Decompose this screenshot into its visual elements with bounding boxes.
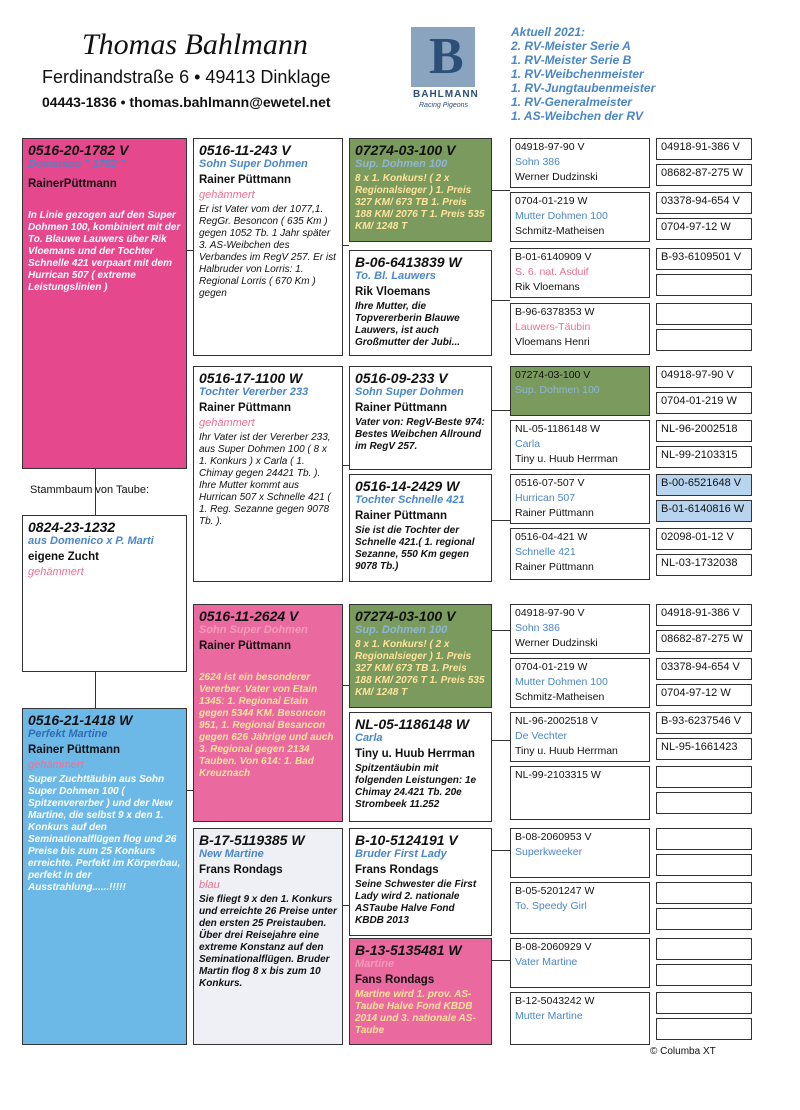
gen5-card[interactable] (656, 964, 752, 986)
gen4-name: Hurrican 507 (515, 492, 576, 504)
gen2-color: gehämmert (199, 189, 255, 201)
gen4-card[interactable] (510, 366, 650, 416)
gen3-name: Carla (355, 732, 383, 744)
gen5-card[interactable] (656, 658, 752, 680)
gen4-card[interactable] (510, 882, 650, 934)
sire-owner: RainerPüttmann (28, 178, 117, 190)
gen4-card[interactable] (510, 303, 650, 355)
gen3-card[interactable] (349, 138, 492, 242)
gen5-card[interactable] (656, 684, 752, 706)
gen2-description: Sie fliegt 9 x den 1. Konkurs und erreichte 26 Preise unter den ersten 25 Preistauben. Über drei Reisejahre eine extreme Konstanz auf den Seminationalflügen. Bruder Martin flog 8 x bis zum 10 Konkurs. (199, 894, 337, 989)
gen3-ring: B-10-5124191 V (355, 832, 458, 848)
subject-card[interactable] (22, 515, 187, 672)
gen3-description: 8 x 1. Konkurs! ( 2 x Regionalsieger ) 1. Preis 327 KM/ 673 TB 1. Preis 188 KM/ 2076 T 1. Preis 535 KM/ 1248 T (355, 639, 485, 698)
gen4-card[interactable] (510, 474, 650, 524)
gen5-ring: 04918-97-90 V (661, 369, 734, 381)
gen5-ring: 02098-01-12 V (661, 531, 734, 543)
gen4-name: Mutter Dohmen 100 (515, 210, 608, 222)
gen3-ring: B-13-5135481 W (355, 942, 462, 958)
gen4-owner (511, 397, 649, 398)
gen2-owner: Rainer Püttmann (199, 402, 292, 414)
gen2-card[interactable] (193, 828, 343, 1045)
gen4-card[interactable] (510, 992, 650, 1045)
news-item: 2. RV-Meister Serie A (511, 39, 631, 53)
gen3-name: Sup. Dohmen 100 (355, 158, 448, 170)
gen2-card[interactable] (193, 138, 343, 356)
gen5-ring (657, 883, 751, 887)
gen4-owner: Schmitz-Matheisen (515, 691, 605, 703)
gen4-ring: 07274-03-100 V (515, 369, 591, 381)
gen4-name: Schnelle 421 (515, 546, 576, 558)
gen4-name: To. Speedy Girl (515, 900, 587, 912)
gen4-ring: B-05-5201247 W (515, 885, 595, 897)
gen3-ring: 07274-03-100 V (355, 608, 456, 624)
news-title: Aktuell 2021: (511, 25, 586, 39)
gen5-card[interactable] (656, 554, 752, 576)
gen3-description: Ihre Mutter, die Topvererberin Blauwe Lauwers, ist auch Großmutter der Jubi... (355, 301, 461, 348)
gen2-color: gehämmert (199, 417, 255, 429)
gen5-ring: NL-99-2103315 (661, 449, 738, 461)
gen4-ring: 0516-07-507 V (515, 477, 585, 489)
dam-name: Perfekt Martine (28, 728, 108, 740)
gen4-name: Mutter Dohmen 100 (515, 676, 608, 688)
gen2-name: Sohn Super Dohmen (199, 158, 308, 170)
news-item: 1. RV-Jungtaubenmeister (511, 81, 656, 95)
gen4-owner: Schmitz-Matheisen (515, 225, 605, 237)
gen4-ring: 0516-04-421 W (515, 531, 588, 543)
gen5-card[interactable] (656, 218, 752, 240)
gen5-card[interactable] (656, 446, 752, 468)
gen4-name: S. 6. nat. Asduif (515, 266, 589, 278)
news-item: 1. RV-Generalmeister (511, 95, 632, 109)
sire-ring: 0516-20-1782 V (28, 142, 129, 158)
gen5-card[interactable] (656, 528, 752, 550)
gen3-card[interactable] (349, 828, 492, 936)
dam-description: Super Zuchttäubin aus Sohn Super Dohmen 100 ( Spitzenvererber ) und der New Martine, die selbst 9 x den 1. Konkurs auf den Seminationalflügen flog und 26 Preise bis zum 25 Konkurs erreichte. Perfekt im Körperbau, perfekt in der Ausstrahlung......!!!!! (28, 774, 181, 893)
gen5-card[interactable] (656, 500, 752, 522)
news-panel (511, 25, 655, 123)
gen5-ring (657, 330, 751, 334)
gen3-name: Martine (355, 958, 395, 970)
gen2-description: 2624 ist ein besonderer Vererber. Vater von Etain 1345: 1. Regional Etain gegen 5344 KM. Besoncon 951, 1. Regional Besancon gegen 626 Jährige und auch 3. Regional gegen 2134 Tauben. Von 614: 1. Bad Kreuznach (199, 672, 334, 779)
gen3-name: Tochter Schnelle 421 (355, 494, 465, 506)
gen5-ring: 04918-91-386 V (661, 141, 740, 153)
gen5-ring: NL-03-1732038 (661, 557, 738, 569)
gen5-ring (657, 993, 751, 997)
logo-text: BAHLMANN (413, 89, 479, 100)
gen5-ring: 0704-01-219 W (661, 395, 737, 407)
gen3-description: Vater von: RegV-Beste 974: Bestes Weibchen Allround im RegV 257. (355, 417, 485, 452)
gen4-owner: Rik Vloemans (515, 281, 580, 293)
gen3-description: Seine Schwester die First Lady wird 2. nationale ASTaube Halve Fond KBDB 2013 (355, 879, 477, 926)
gen5-card[interactable] (656, 604, 752, 626)
gen5-ring (657, 939, 751, 943)
gen5-card[interactable] (656, 908, 752, 930)
gen5-ring: NL-95-1661423 (661, 741, 738, 753)
gen5-card[interactable] (656, 712, 752, 734)
gen4-ring: 04918-97-90 V (515, 607, 585, 619)
gen3-card[interactable] (349, 474, 492, 582)
gen2-name: Sohn Super Dohmen (199, 624, 308, 636)
gen4-name: Lauwers-Täubin (515, 321, 591, 333)
subject-ring: 0824-23-1232 (28, 519, 116, 535)
sire-card[interactable] (22, 138, 187, 469)
gen2-ring: 0516-17-1100 W (199, 370, 303, 386)
gen3-ring: NL-05-1186148 W (355, 716, 470, 732)
breeder-name: Thomas Bahlmann (82, 28, 308, 61)
gen3-card[interactable] (349, 938, 492, 1045)
gen5-ring: 0704-97-12 W (661, 221, 731, 233)
gen4-card[interactable] (510, 138, 650, 188)
footer-credit: © Columba XT (650, 1046, 716, 1057)
gen4-ring: NL-05-1186148 W (515, 423, 601, 435)
gen3-description: Spitzentäubin mit folgenden Leistungen: 1e Chimay 24.421 Tb. 20e Strombeek 11.252 (355, 763, 477, 810)
gen4-ring: B-08-2060929 V (515, 941, 592, 953)
gen4-card[interactable] (510, 658, 650, 708)
gen3-ring: 0516-09-233 V (355, 370, 448, 386)
gen2-owner: Rainer Püttmann (199, 640, 292, 652)
gen4-name: Carla (515, 438, 541, 450)
gen5-card[interactable] (656, 792, 752, 814)
gen4-name: Vater Martine (515, 956, 578, 968)
gen5-ring (657, 304, 751, 308)
gen4-name: De Vechter (515, 730, 567, 742)
gen4-card[interactable] (510, 248, 650, 298)
gen5-ring: B-93-6237546 V (661, 715, 742, 727)
gen4-owner: Tiny u. Huub Herrman (515, 453, 618, 465)
gen3-name: To. Bl. Lauwers (355, 270, 436, 282)
gen3-card[interactable] (349, 250, 492, 356)
gen2-ring: 0516-11-2624 V (199, 608, 299, 624)
gen5-ring (657, 793, 751, 797)
gen5-card[interactable] (656, 828, 752, 850)
gen5-card[interactable] (656, 329, 752, 351)
gen5-ring: 08682-87-275 W (661, 167, 743, 179)
gen5-card[interactable] (656, 392, 752, 414)
gen4-owner: Werner Dudzinski (515, 171, 598, 183)
logo-subtext: Racing Pigeons (419, 102, 469, 109)
gen5-ring (657, 855, 751, 859)
gen4-owner: Vloemans Henri (515, 336, 590, 348)
gen5-ring: 03378-94-654 V (661, 661, 740, 673)
gen2-description: Er ist Vater vom der 1077,1. RegGr. Besoncon ( 635 Km ) gegen 1052 Tb. 1 Jahr später 3. AS-Weibchen des Verbandes im RegV 257. Er ist Halbruder von Lorris: 1. Regional Lorris ( 670 Km ) gegen (199, 204, 336, 299)
gen4-ring: B-12-5043242 W (515, 995, 595, 1007)
gen3-owner: Rainer Püttmann (355, 402, 448, 414)
gen4-card[interactable] (510, 420, 650, 470)
gen5-ring (657, 965, 751, 969)
gen2-owner: Frans Rondags (199, 864, 283, 876)
gen5-ring: 08682-87-275 W (661, 633, 743, 645)
subject-name: aus Domenico x P. Marti (28, 535, 154, 547)
gen5-card[interactable] (656, 630, 752, 652)
gen5-card[interactable] (656, 766, 752, 788)
subject-owner: eigene Zucht (28, 551, 99, 563)
gen4-owner: Tiny u. Huub Herrman (515, 745, 618, 757)
gen4-name: Sohn 386 (515, 156, 560, 168)
gen4-card[interactable] (510, 192, 650, 242)
gen5-card[interactable] (656, 192, 752, 214)
gen4-card[interactable] (510, 604, 650, 654)
gen5-ring (657, 829, 751, 833)
gen4-owner: Rainer Püttmann (515, 507, 594, 519)
news-item: 1. AS-Weibchen der RV (511, 109, 644, 123)
gen4-ring: NL-96-2002518 V (515, 715, 598, 727)
gen2-card[interactable] (193, 604, 343, 822)
gen4-ring: 0704-01-219 W (515, 661, 588, 673)
news-item: 1. RV-Meister Serie B (511, 53, 632, 67)
gen4-card[interactable] (510, 712, 650, 762)
breeder-address: Ferdinandstraße 6 • 49413 Dinklage (42, 67, 331, 87)
gen3-owner: Rainer Püttmann (355, 510, 448, 522)
gen5-ring: 0704-97-12 W (661, 687, 731, 699)
gen2-owner: Rainer Püttmann (199, 174, 292, 186)
gen3-ring: 0516-14-2429 W (355, 478, 460, 494)
gen5-ring: B-93-6109501 V (661, 251, 742, 263)
gen3-name: Sohn Super Dohmen (355, 386, 464, 398)
gen5-ring: NL-96-2002518 (661, 423, 738, 435)
gen5-ring (657, 909, 751, 913)
gen4-ring: 0704-01-219 W (515, 195, 588, 207)
logo (403, 27, 485, 117)
gen5-ring: 04918-91-386 V (661, 607, 740, 619)
gen4-owner: Rainer Püttmann (515, 561, 594, 573)
gen3-description: Sie ist die Tochter der Schnelle 421.( 1. regional Sezanne, 550 Km gegen 9078 Tb.) (355, 525, 475, 572)
subject-color: gehämmert (28, 566, 84, 578)
gen5-card[interactable] (656, 474, 752, 496)
gen4-ring: NL-99-2103315 W (515, 769, 601, 781)
gen2-color: blau (199, 879, 220, 891)
gen3-card[interactable] (349, 604, 492, 708)
gen3-description: 8 x 1. Konkurs! ( 2 x Regionalsieger ) 1. Preis 327 KM/ 673 TB 1. Preis 188 KM/ 2076 T 1. Preis 535 KM/ 1248 T (355, 173, 485, 232)
gen4-name: Sohn 386 (515, 622, 560, 634)
gen5-card[interactable] (656, 992, 752, 1014)
gen3-ring: 07274-03-100 V (355, 142, 456, 158)
news-item: 1. RV-Weibchenmeister (511, 67, 644, 81)
dam-color: gehämmert (28, 759, 84, 771)
gen3-ring: B-06-6413839 W (355, 254, 462, 270)
gen4-owner: Werner Dudzinski (515, 637, 598, 649)
gen2-ring: 0516-11-243 V (199, 142, 291, 158)
gen3-card[interactable] (349, 712, 492, 822)
gen5-card[interactable] (656, 738, 752, 760)
gen3-description: Martine wird 1. prov. AS-Taube Halve Fond KBDB 2014 und 3. nationale AS-Taube (355, 989, 476, 1036)
sire-name: Domenico " 1782 " (28, 158, 126, 170)
gen5-card[interactable] (656, 274, 752, 296)
gen5-card[interactable] (656, 248, 752, 270)
gen2-name: New Martine (199, 848, 264, 860)
breeder-contact: 04443-1836 • thomas.bahlmann@ewetel.net (42, 94, 331, 110)
gen4-card[interactable] (510, 766, 650, 820)
gen5-ring (657, 1019, 751, 1023)
gen5-card[interactable] (656, 303, 752, 325)
gen5-card[interactable] (656, 854, 752, 876)
gen5-ring: 03378-94-654 V (661, 195, 740, 207)
gen4-card[interactable] (510, 938, 650, 988)
gen3-owner: Tiny u. Huub Herrman (355, 748, 475, 760)
gen5-card[interactable] (656, 164, 752, 186)
gen2-card[interactable] (193, 366, 343, 582)
gen5-ring: B-01-6140816 W (661, 503, 745, 515)
gen5-card[interactable] (656, 138, 752, 160)
dam-ring: 0516-21-1418 W (28, 712, 133, 728)
gen4-card[interactable] (510, 828, 650, 878)
gen3-card[interactable] (349, 366, 492, 470)
gen3-owner: Frans Rondags (355, 864, 439, 876)
gen4-card[interactable] (510, 528, 650, 580)
gen5-ring: B-00-6521648 V (661, 477, 742, 489)
gen3-name: Bruder First Lady (355, 848, 447, 860)
gen5-card[interactable] (656, 938, 752, 960)
gen4-ring: B-96-6378353 W (515, 306, 595, 318)
gen4-ring: 04918-97-90 V (515, 141, 585, 153)
gen4-name: Superkweeker (515, 846, 583, 858)
pedigree-label: Stammbaum von Taube: (30, 484, 150, 496)
gen2-name: Tochter Vererber 233 (199, 386, 309, 398)
gen5-card[interactable] (656, 1018, 752, 1040)
logo-icon: B (411, 27, 475, 87)
gen5-ring (657, 275, 751, 279)
gen4-ring: B-08-2060953 V (515, 831, 592, 843)
gen5-ring (657, 767, 751, 771)
gen4-name: Mutter Martine (515, 1010, 583, 1022)
gen2-ring: B-17-5119385 W (199, 832, 305, 848)
gen5-card[interactable] (656, 420, 752, 442)
gen3-name: Sup. Dohmen 100 (355, 624, 448, 636)
gen3-owner: Fans Rondags (355, 974, 435, 986)
gen4-name: Sup. Dohmen 100 (515, 384, 600, 396)
dam-owner: Rainer Püttmann (28, 744, 121, 756)
gen2-description: Ihr Vater ist der Vererber 233, aus Super Dohmen 100 ( 8 x 1. Konkurs ) x Carla ( 1. Chimay gegen 24421 Tb. ). Ihre Mutter kommt aus Hurrican 507 x Schnelle 421 ( 1. Reg. Sezanne gegen 9078 Tb. ). (199, 432, 331, 527)
gen4-ring: B-01-6140909 V (515, 251, 592, 263)
gen5-card[interactable] (656, 882, 752, 904)
dam-card[interactable] (22, 708, 187, 1045)
gen5-card[interactable] (656, 366, 752, 388)
sire-description: In Linie gezogen auf den Super Dohmen 100, kombiniert mit der To. Blauwe Lauwers über Rik Vloemans und der Tochter Schnelle 421 verpaart mit dem Hurrican 507 ( extreme Leistungslinien ) (28, 210, 181, 293)
gen3-owner: Rik Vloemans (355, 286, 431, 298)
